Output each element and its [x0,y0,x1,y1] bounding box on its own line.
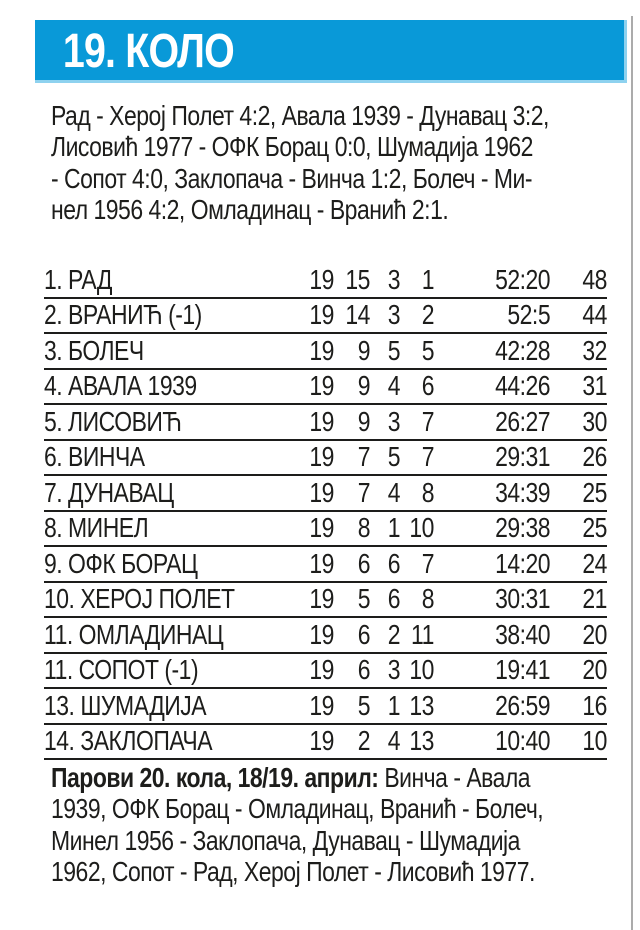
points-cell: 20 [550,653,607,689]
team-cell: 7. ДУНАВАЦ [44,475,294,511]
lost-cell: 6 [400,369,434,405]
lost-cell: 13 [400,724,434,760]
goals-cell: 38:40 [434,617,550,653]
played-cell: 19 [294,582,334,618]
won-cell: 8 [334,511,370,547]
team-cell: 9. ОФК БОРАЦ [44,546,294,582]
results-line: нел 1956 4:2, Омладинац - Вранић 2:1. [51,194,449,226]
won-cell: 6 [334,653,370,689]
won-cell: 6 [334,546,370,582]
won-cell: 6 [334,617,370,653]
lost-cell: 7 [400,440,434,476]
points-cell: 31 [550,369,607,405]
drawn-cell: 5 [370,440,400,476]
won-cell: 9 [334,404,370,440]
table-row [44,546,607,582]
lost-cell: 10 [400,511,434,547]
lost-cell: 8 [400,475,434,511]
points-cell: 16 [550,688,607,724]
points-cell: 26 [550,440,607,476]
team-cell: 4. АВАЛА 1939 [44,369,294,405]
table-row [44,475,607,511]
played-cell: 19 [294,298,334,334]
goals-cell: 26:59 [434,688,550,724]
lost-cell: 10 [400,653,434,689]
points-cell: 20 [550,617,607,653]
drawn-cell: 6 [370,582,400,618]
drawn-cell: 6 [370,546,400,582]
played-cell: 19 [294,333,334,369]
table-row [44,263,607,298]
team-cell: 10. ХЕРОЈ ПОЛЕТ [44,582,294,618]
won-cell: 2 [334,724,370,760]
lost-cell: 5 [400,333,434,369]
fixtures-line [51,762,531,793]
goals-cell: 26:27 [434,404,550,440]
fixtures-line: Минел 1956 - Заклопача, Дунавац - Шумадија [51,824,520,856]
table-row [44,688,607,724]
team-cell: 13. ШУМАДИЈА [44,688,294,724]
played-cell: 19 [294,404,334,440]
goals-cell: 14:20 [434,546,550,582]
team-cell: 11. ОМЛАДИНАЦ [44,617,294,653]
team-cell: 3. БОЛЕЧ [44,333,294,369]
round-title: 19. КОЛО [62,25,234,78]
table-row [44,511,607,547]
table-row [44,724,607,760]
fixtures-label: Парови 20. кола, 18/19. април: [51,762,379,793]
points-cell: 21 [550,582,607,618]
played-cell: 19 [294,617,334,653]
goals-cell: 30:31 [434,582,550,618]
table-row [44,298,607,334]
goals-cell: 29:38 [434,511,550,547]
team-cell: 6. ВИНЧА [44,440,294,476]
team-cell: 1. РАД [44,263,294,298]
table-row [44,582,607,618]
standings-table [44,263,607,760]
lost-cell: 7 [400,404,434,440]
team-cell: 8. МИНЕЛ [44,511,294,547]
points-cell: 25 [550,475,607,511]
results-paragraph [51,100,607,226]
played-cell: 19 [294,511,334,547]
table-row [44,333,607,369]
goals-cell: 52:5 [434,298,550,334]
fixtures-line-text: Винча - Авала [378,762,531,793]
goals-cell: 29:31 [434,440,550,476]
lost-cell: 13 [400,688,434,724]
table-row [44,617,607,653]
standings-body [44,263,607,759]
played-cell: 19 [294,440,334,476]
lost-cell: 2 [400,298,434,334]
goals-cell: 42:28 [434,333,550,369]
results-line: - Сопот 4:0, Заклопача - Винча 1:2, Болеч - Ми- [51,162,533,194]
table-row [44,653,607,689]
points-cell: 48 [550,263,607,298]
fixtures-line: 1962, Сопот - Рад, Херој Полет - Лисовић 1977. [51,856,535,888]
lost-cell: 8 [400,582,434,618]
drawn-cell: 2 [370,617,400,653]
goals-cell: 10:40 [434,724,550,760]
team-cell: 14. ЗАКЛОПАЧА [44,724,294,760]
played-cell: 19 [294,369,334,405]
won-cell: 7 [334,440,370,476]
played-cell: 19 [294,724,334,760]
lost-cell: 1 [400,263,434,298]
won-cell: 5 [334,582,370,618]
won-cell: 9 [334,369,370,405]
drawn-cell: 3 [370,404,400,440]
fixtures-line: 1939, ОФК Борац - Омладинац, Вранић - Болеч, [51,793,544,825]
column-rule [631,16,633,930]
table-row [44,404,607,440]
drawn-cell: 3 [370,653,400,689]
points-cell: 25 [550,511,607,547]
round-header-banner [35,20,627,83]
drawn-cell: 1 [370,688,400,724]
played-cell: 19 [294,475,334,511]
goals-cell: 52:20 [434,263,550,298]
won-cell: 5 [334,688,370,724]
points-cell: 32 [550,333,607,369]
table-row [44,369,607,405]
goals-cell: 34:39 [434,475,550,511]
points-cell: 24 [550,546,607,582]
team-cell: 2. ВРАНИЋ (-1) [44,298,294,334]
results-line: Лисовић 1977 - ОФК Борац 0:0, Шумадија 1962 [51,131,533,163]
played-cell: 19 [294,688,334,724]
won-cell: 15 [334,263,370,298]
team-cell: 5. ЛИСОВИЋ [44,404,294,440]
played-cell: 19 [294,263,334,298]
played-cell: 19 [294,653,334,689]
lost-cell: 7 [400,546,434,582]
drawn-cell: 3 [370,298,400,334]
goals-cell: 19:41 [434,653,550,689]
points-cell: 44 [550,298,607,334]
lost-cell: 11 [400,617,434,653]
fixtures-paragraph [51,762,607,888]
table-row [44,440,607,476]
drawn-cell: 3 [370,263,400,298]
goals-cell: 44:26 [434,369,550,405]
points-cell: 30 [550,404,607,440]
won-cell: 7 [334,475,370,511]
drawn-cell: 5 [370,333,400,369]
drawn-cell: 1 [370,511,400,547]
played-cell: 19 [294,546,334,582]
drawn-cell: 4 [370,724,400,760]
points-cell: 10 [550,724,607,760]
drawn-cell: 4 [370,475,400,511]
won-cell: 14 [334,298,370,334]
won-cell: 9 [334,333,370,369]
results-line: Рад - Херој Полет 4:2, Авала 1939 - Дунавац 3:2, [51,100,549,131]
team-cell: 11. СОПОТ (-1) [44,653,294,689]
drawn-cell: 4 [370,369,400,405]
